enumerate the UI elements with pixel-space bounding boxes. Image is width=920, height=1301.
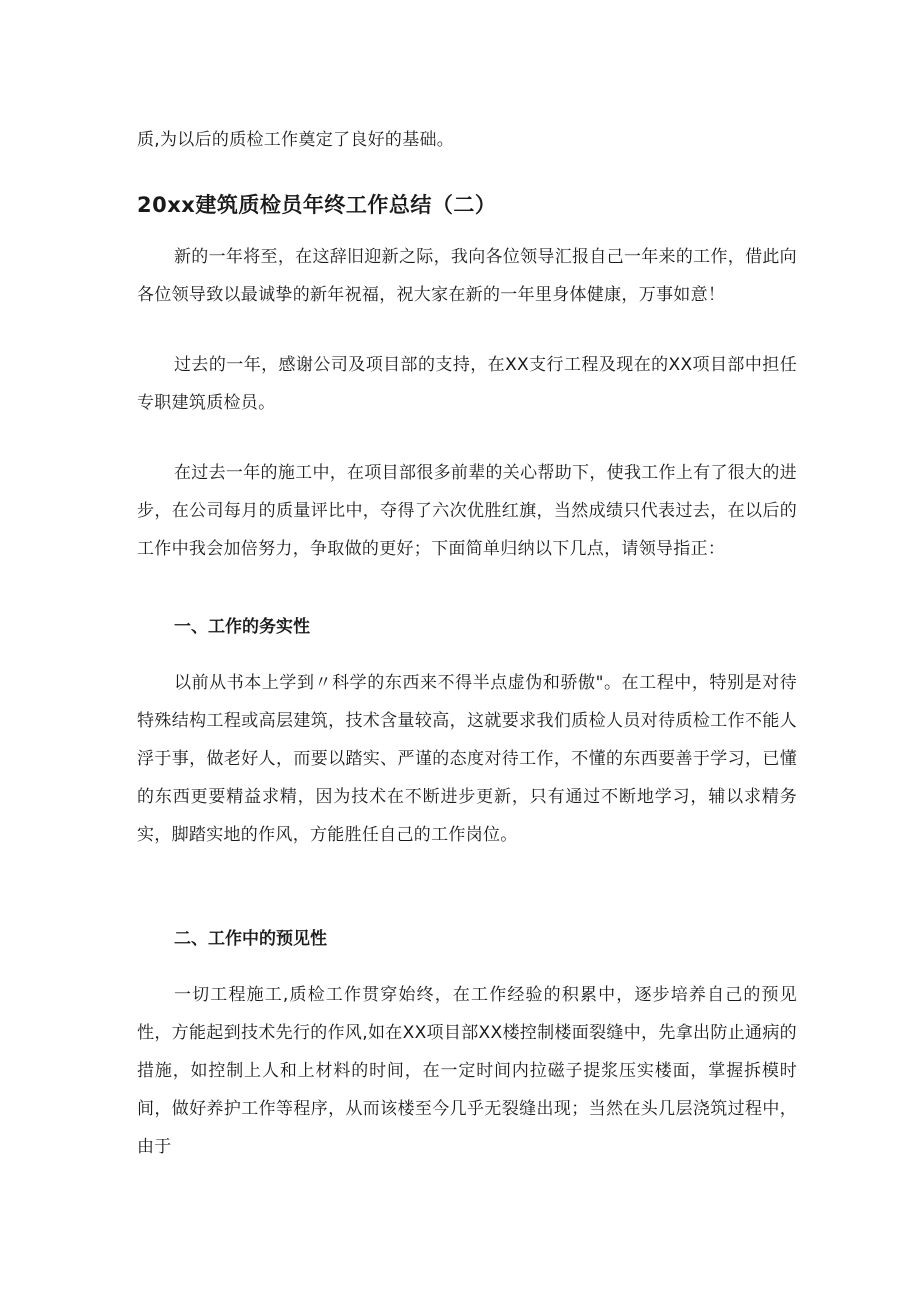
section-heading-2: 二、工作中的预见性	[174, 929, 327, 949]
background-paragraph: 过去的一年，感谢公司及项目部的支持，在XX支行工程及现在的XX项目部中担任专职建筑质检员。	[137, 355, 797, 413]
progress-paragraph: 在过去一年的施工中，在项目部很多前辈的关心帮助下，使我工作上有了很大的进步，在公司每月的质量评比中，夺得了六次优胜红旗，当然成绩只代表过去，在以后的工作中我会加倍努力，争取做的更好；下面简单归纳以下几点，请领导指正：	[137, 463, 797, 559]
continuation-text: 质,为以后的质检工作奠定了良好的基础。	[137, 130, 455, 150]
intro-paragraph: 新的一年将至，在这辞旧迎新之际，我向各位领导汇报自己一年来的工作，借此向各位领导致以最诚挚的新年祝福，祝大家在新的一年里身体健康，万事如意！	[137, 247, 797, 305]
section-body-2: 一切工程施工,质检工作贯穿始终，在工作经验的积累中，逐步培养自己的预见性，方能起到技术先行的作风,如在XX项目部XX楼控制楼面裂缝中，先拿出防止通病的措施，如控制上人和上材料的时间，在一定时间内拉磁子提浆压实楼面，掌握拆模时间，做好养护工作等程序，从而该楼至今几乎无裂缝出现；当然在头几层浇筑过程中，由于	[137, 985, 797, 1157]
section-body-1: 以前从书本上学到〃科学的东西来不得半点虚伪和骄傲"。在工程中，特别是对待特殊结构工程或高层建筑，技术含量较高，这就要求我们质检人员对待质检工作不能人浮于事，做老好人，而要以踏实、严谨的态度对待工作，不懂的东西要善于学习，已懂的东西更要精益求精，因为技术在不断进步更新，只有通过不断地学习，辅以求精务实，脚踏实地的作风，方能胜任自己的工作岗位。	[137, 673, 797, 845]
section-heading-1: 一、工作的务实性	[174, 617, 310, 637]
document-title: 20xx建筑质检员年终工作总结（二）	[137, 193, 497, 217]
